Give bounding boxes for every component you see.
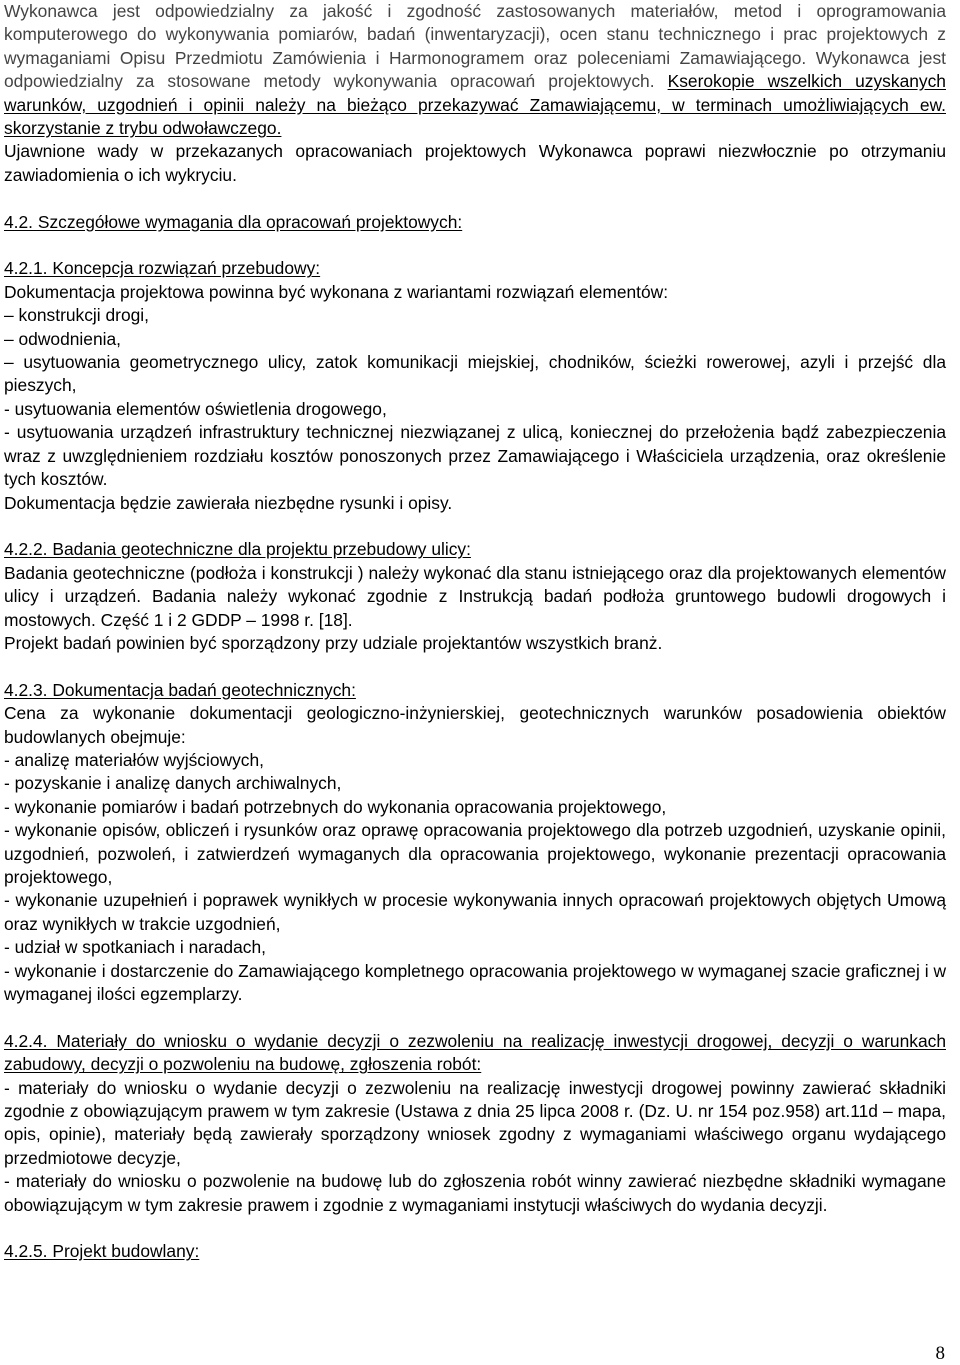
section-4-2-heading-text: 4.2. Szczegółowe wymagania dla opracowań projektowych:: [4, 211, 463, 232]
page-number: 8: [935, 1343, 945, 1364]
section-4-2-heading: [4, 211, 946, 234]
section-4-2-2-heading: [4, 538, 946, 561]
section-4-2-1-closing: Dokumentacja będzie zawierała niezbędne rysunki i opisy.: [4, 492, 453, 513]
section-4-2-2-heading-text: 4.2.2. Badania geotechniczne dla projektu przebudowy ulicy:: [4, 539, 471, 560]
section-4-2-2-paragraph: Badania geotechniczne (podłoża i konstrukcji ) należy wykonać dla stanu istniejącego oraz dla projektowanych elementów ulicy i urządzeń. Badania należy wykonać zgodnie z Instrukcją badań podłoża gruntowego budowli drogowych i mostowych. Część 1 i 2 GDDP – 1998 r. [18].: [4, 562, 946, 630]
document-page: [4, 0, 946, 1264]
list-item: – usytuowania geometrycznego ulicy, zatok komunikacji miejskiej, chodników, ścieżki rowerowej, azyli i przejść dla pieszych,: [4, 352, 946, 396]
section-4-2-4-heading-text: 4.2.4. Materiały do wniosku o wydanie decyzji o zezwoleniu na realizację inwestycji drogowej, decyzji o warunkach zabudowy, decyzji o pozwoleniu na budowę, zgłoszenia robót:: [4, 1030, 946, 1075]
list-item: - wykonanie uzupełnień i poprawek wynikłych w procesie wykonywania innych opracowań projektowych objętych Umową oraz wynikłych w trakcie uzgodnień,: [4, 890, 946, 934]
list-item: - materiały do wniosku o pozwolenie na budowę lub do zgłoszenia robót winny zawierać niezbędne składniki wymagane obowiązującym w tym zakresie prawem i zgodnie z wymaganiami instytucji właściwych do wydania decyzji.: [4, 1171, 946, 1215]
section-4-2-1-heading: [4, 257, 946, 280]
list-item: – odwodnienia,: [4, 328, 121, 349]
section-4-2-3-heading: [4, 679, 946, 702]
intro-paragraph: [4, 0, 946, 140]
intro-defects-paragraph: Ujawnione wady w przekazanych opracowaniach projektowych Wykonawca poprawi niezwłocznie po otrzymaniu zawiadomienia o ich wykryciu.: [4, 141, 946, 185]
list-item: - wykonanie opisów, obliczeń i rysunków oraz oprawę opracowania projektowego dla potrzeb uzgodnień, uzyskanie opinii, uzgodnień, pozwoleń, i zatwierdzeń wymaganych dla opracowania projektowego, wykonanie prezentacji opracowania projektowego,: [4, 820, 946, 887]
section-4-2-3-intro: Cena za wykonanie dokumentacji geologiczno-inżynierskiej, geotechnicznych warunków posadowienia obiektów budowlanych obejmuje:: [4, 703, 946, 747]
list-item: - udział w spotkaniach i naradach,: [4, 937, 266, 958]
list-item: - usytuowania elementów oświetlenia drogowego,: [4, 398, 387, 419]
section-4-2-1-intro: Dokumentacja projektowa powinna być wykonana z wariantami rozwiązań elementów:: [4, 281, 669, 302]
list-item: - wykonanie i dostarczenie do Zamawiającego kompletnego opracowania projektowego w wymaganej szacie graficznej i w wymaganej ilości egzemplarzy.: [4, 960, 946, 1004]
section-4-2-1-heading-text: 4.2.1. Koncepcja rozwiązań przebudowy:: [4, 258, 321, 279]
section-4-2-5-heading-text: 4.2.5. Projekt budowlany:: [4, 1241, 200, 1262]
section-4-2-4-heading: [4, 1030, 946, 1077]
list-item: - materiały do wniosku o wydanie decyzji o zezwoleniu na realizację inwestycji drogowej powinny zawierać składniki zgodnie z obowiązującym prawem w tym zakresie (Ustawa z dnia 25 lipca 2008 r. (Dz. U. nr 154 poz.958) art.11d – mapa, opis, opinie), materiały będą zawierały sporządzony wniosek zgodny z wymaganiami właściwego organu wydającego przedmiotowe decyzje,: [4, 1077, 946, 1168]
section-4-2-3-heading-text: 4.2.3. Dokumentacja badań geotechnicznych:: [4, 679, 356, 700]
section-4-2-5-heading: [4, 1240, 946, 1263]
list-item: – konstrukcji drogi,: [4, 305, 149, 326]
list-item: - analizę materiałów wyjściowych,: [4, 749, 264, 770]
list-item: - usytuowania urządzeń infrastruktury technicznej niezwiązanej z ulicą, koniecznej do przełożenia bądź zabezpieczenia wraz z uwzględnieniem rozdziału kosztów ponoszonych przez Zamawiającego i Właściciela urządzenia, oraz określenie tych kosztów.: [4, 422, 946, 490]
list-item: - pozyskanie i analizę danych archiwalnych,: [4, 773, 342, 794]
list-item: - wykonanie pomiarów i badań potrzebnych do wykonania opracowania projektowego,: [4, 796, 667, 817]
intro-text: Wykonawca jest odpowiedzialny za jakość i zgodność zastosowanych materiałów, metod i oprogramowania komputerowego do wykonywania pomiarów, badań (inwentaryzacji), ocen stanu technicznego i prac projektowych z wymaganiami Opisu Przedmiotu Zamówienia i Harmonogramem oraz poleceniami Zamawiającego. Wykonawca jest odpowiedzialny za stosowane metody wykonywania opracowań projektowych.: [4, 1, 946, 92]
intro-underlined-text: Kserokopie wszelkich uzyskanych warunków, uzgodnień i opinii należy na bieżąco przekazywać Zamawiającemu, w terminach umożliwiających ew. skorzystanie z trybu odwoławczego.: [4, 71, 946, 139]
section-4-2-2-paragraph: Projekt badań powinien być sporządzony przy udziale projektantów wszystkich branż.: [4, 632, 663, 653]
